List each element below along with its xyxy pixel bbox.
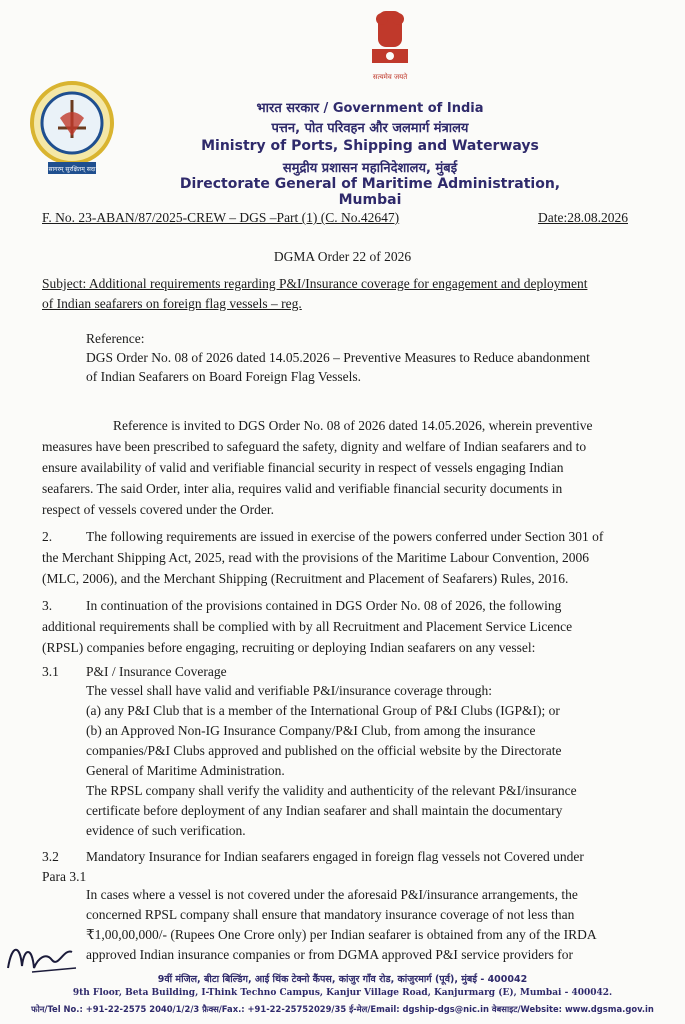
file-number: F. No. 23-ABAN/87/2025-CREW – DGS –Part (1) (C. No.42647)	[42, 210, 400, 225]
sec32-title-line-2: Para 3.1	[42, 869, 87, 884]
order-date: Date:28.08.2026	[538, 210, 628, 225]
subject-line-2: of Indian seafarers on foreign flag vessels – reg.	[42, 296, 302, 311]
header-line-dg: Directorate General of Maritime Administration, Mumbai	[179, 176, 561, 208]
para3-line-2: additional requirements shall be complied with by all Recruitment and Placement Service Licence	[42, 619, 573, 634]
sec31-line-7: certificate before deployment of any Indian seafarer and shall maintain the documentary	[86, 803, 563, 818]
footer-address-hindi: 9वीं मंजिल, बीटा बिल्डिंग, आई थिंक टेक्नो कैंपस, कांजुर गाँव रोड, कांजुरमार्ग (पूर्व), मुंबई - 400042	[157, 974, 528, 985]
sec31-line-6: The RPSL company shall verify the validity and authenticity of the relevant P&I/insurance	[86, 783, 577, 798]
para2-line-2: the Merchant Shipping Act, 2025, read with the provisions of the Maritime Labour Convention, 2006	[42, 550, 590, 565]
header-line-ministry-hindi: पत्तन, पोत परिवहन और जलमार्ग मंत्रालय	[271, 121, 469, 136]
sec32-line-2: concerned RPSL company shall ensure that mandatory insurance coverage of not less than	[86, 907, 575, 922]
reference-line-1: DGS Order No. 08 of 2026 dated 14.05.2026 – Preventive Measures to Reduce abandonment	[86, 350, 590, 365]
para2-line-1: The following requirements are issued in exercise of the powers conferred under Section 301 of	[86, 529, 604, 544]
para1-line-2: measures have been prescribed to safeguard the safety, dignity and welfare of Indian seafarers and to	[42, 439, 587, 454]
para3-number: 3.	[42, 598, 53, 613]
emblem-motto: सत्यमेव जयते	[372, 73, 408, 81]
para2-number: 2.	[42, 529, 53, 544]
sec32-line-1: In cases where a vessel is not covered under the aforesaid P&I/insurance arrangements, the	[86, 887, 578, 902]
header-line-dg-hindi: समुद्रीय प्रशासन महानिदेशालय, मुंबई	[282, 161, 458, 176]
sec31-line-1: The vessel shall have valid and verifiable P&I/insurance coverage through:	[86, 683, 492, 698]
para3-line-3: (RPSL) companies before engaging, recruiting or deploying Indian seafarers on any vessel:	[42, 640, 536, 655]
para2-line-3: (MLC, 2006), and the Merchant Shipping (Recruitment and Placement of Seafarers) Rules, 2016.	[42, 571, 569, 586]
sec32-number: 3.2	[42, 849, 59, 864]
para1-line-1: Reference is invited to DGS Order No. 08 of 2026 dated 14.05.2026, wherein preventive	[113, 418, 593, 433]
dgms-logo	[22, 78, 122, 178]
logo-motto: सागरम् सुरक्षितम् सदा	[48, 166, 96, 173]
sec31-line-2: (a) any P&I Club that is a member of the International Group of P&I Clubs (IGP&I); or	[86, 703, 560, 718]
para1-line-5: respect of vessels covered under the Order.	[42, 502, 275, 517]
sec31-line-5: General of Maritime Administration.	[86, 763, 285, 778]
reference-label: Reference:	[86, 331, 145, 346]
subject-line-1: Subject: Additional requirements regarding P&I/Insurance coverage for engagement and deployment	[42, 276, 588, 291]
sec31-line-3: (b) an Approved Non-IG Insurance Company/P&I Club, from among the insurance	[86, 723, 536, 738]
sec32-line-4: approved Indian insurance companies or from DGMA approved P&I service providers for	[86, 947, 573, 962]
para1-line-3: ensure availability of valid and verifiable financial security in respect of vessels engaging Indian	[42, 460, 564, 475]
sec31-title: P&I / Insurance Coverage	[86, 664, 227, 679]
sec32-line-3: ₹1,00,00,000/- (Rupees One Crore only) per Indian seafarer is obtained from any of the IRDA	[86, 927, 597, 942]
sec31-number: 3.1	[42, 664, 59, 679]
footer-address: 9th Floor, Beta Building, I-Think Techno Campus, Kanjur Village Road, Kanjurmarg (E), Mumbai - 400042.	[72, 988, 613, 998]
reference-line-2: of Indian Seafarers on Board Foreign Flag Vessels.	[86, 369, 361, 384]
header-line-ministry: Ministry of Ports, Shipping and Waterways	[201, 138, 539, 154]
sec31-line-8: evidence of such verification.	[86, 823, 246, 838]
para1-line-4: seafarers. The said Order, inter alia, requires valid and verifiable financial security documents in	[42, 481, 563, 496]
national-emblem	[360, 5, 420, 90]
sec31-line-4: companies/P&I Clubs approved and published on the official website by the Directorate	[86, 743, 562, 758]
footer-contact: फोन/Tel No.: +91-22-2575 2040/1/2/3 फ़ैक्स/Fax.: +91-22-25752029/35 ई-मेल/Email: dgship-dgs@nic.in वेबसाइट/Website: www.dgsma.gov.in	[31, 1004, 654, 1014]
para3-line-1: In continuation of the provisions contained in DGS Order No. 08 of 2026, the following	[86, 598, 562, 613]
order-title: DGMA Order 22 of 2026	[273, 249, 412, 264]
sec32-title-line-1: Mandatory Insurance for Indian seafarers engaged in foreign flag vessels not Covered under	[86, 849, 584, 864]
header-line-gov: भारत सरकार / Government of India	[256, 101, 484, 116]
